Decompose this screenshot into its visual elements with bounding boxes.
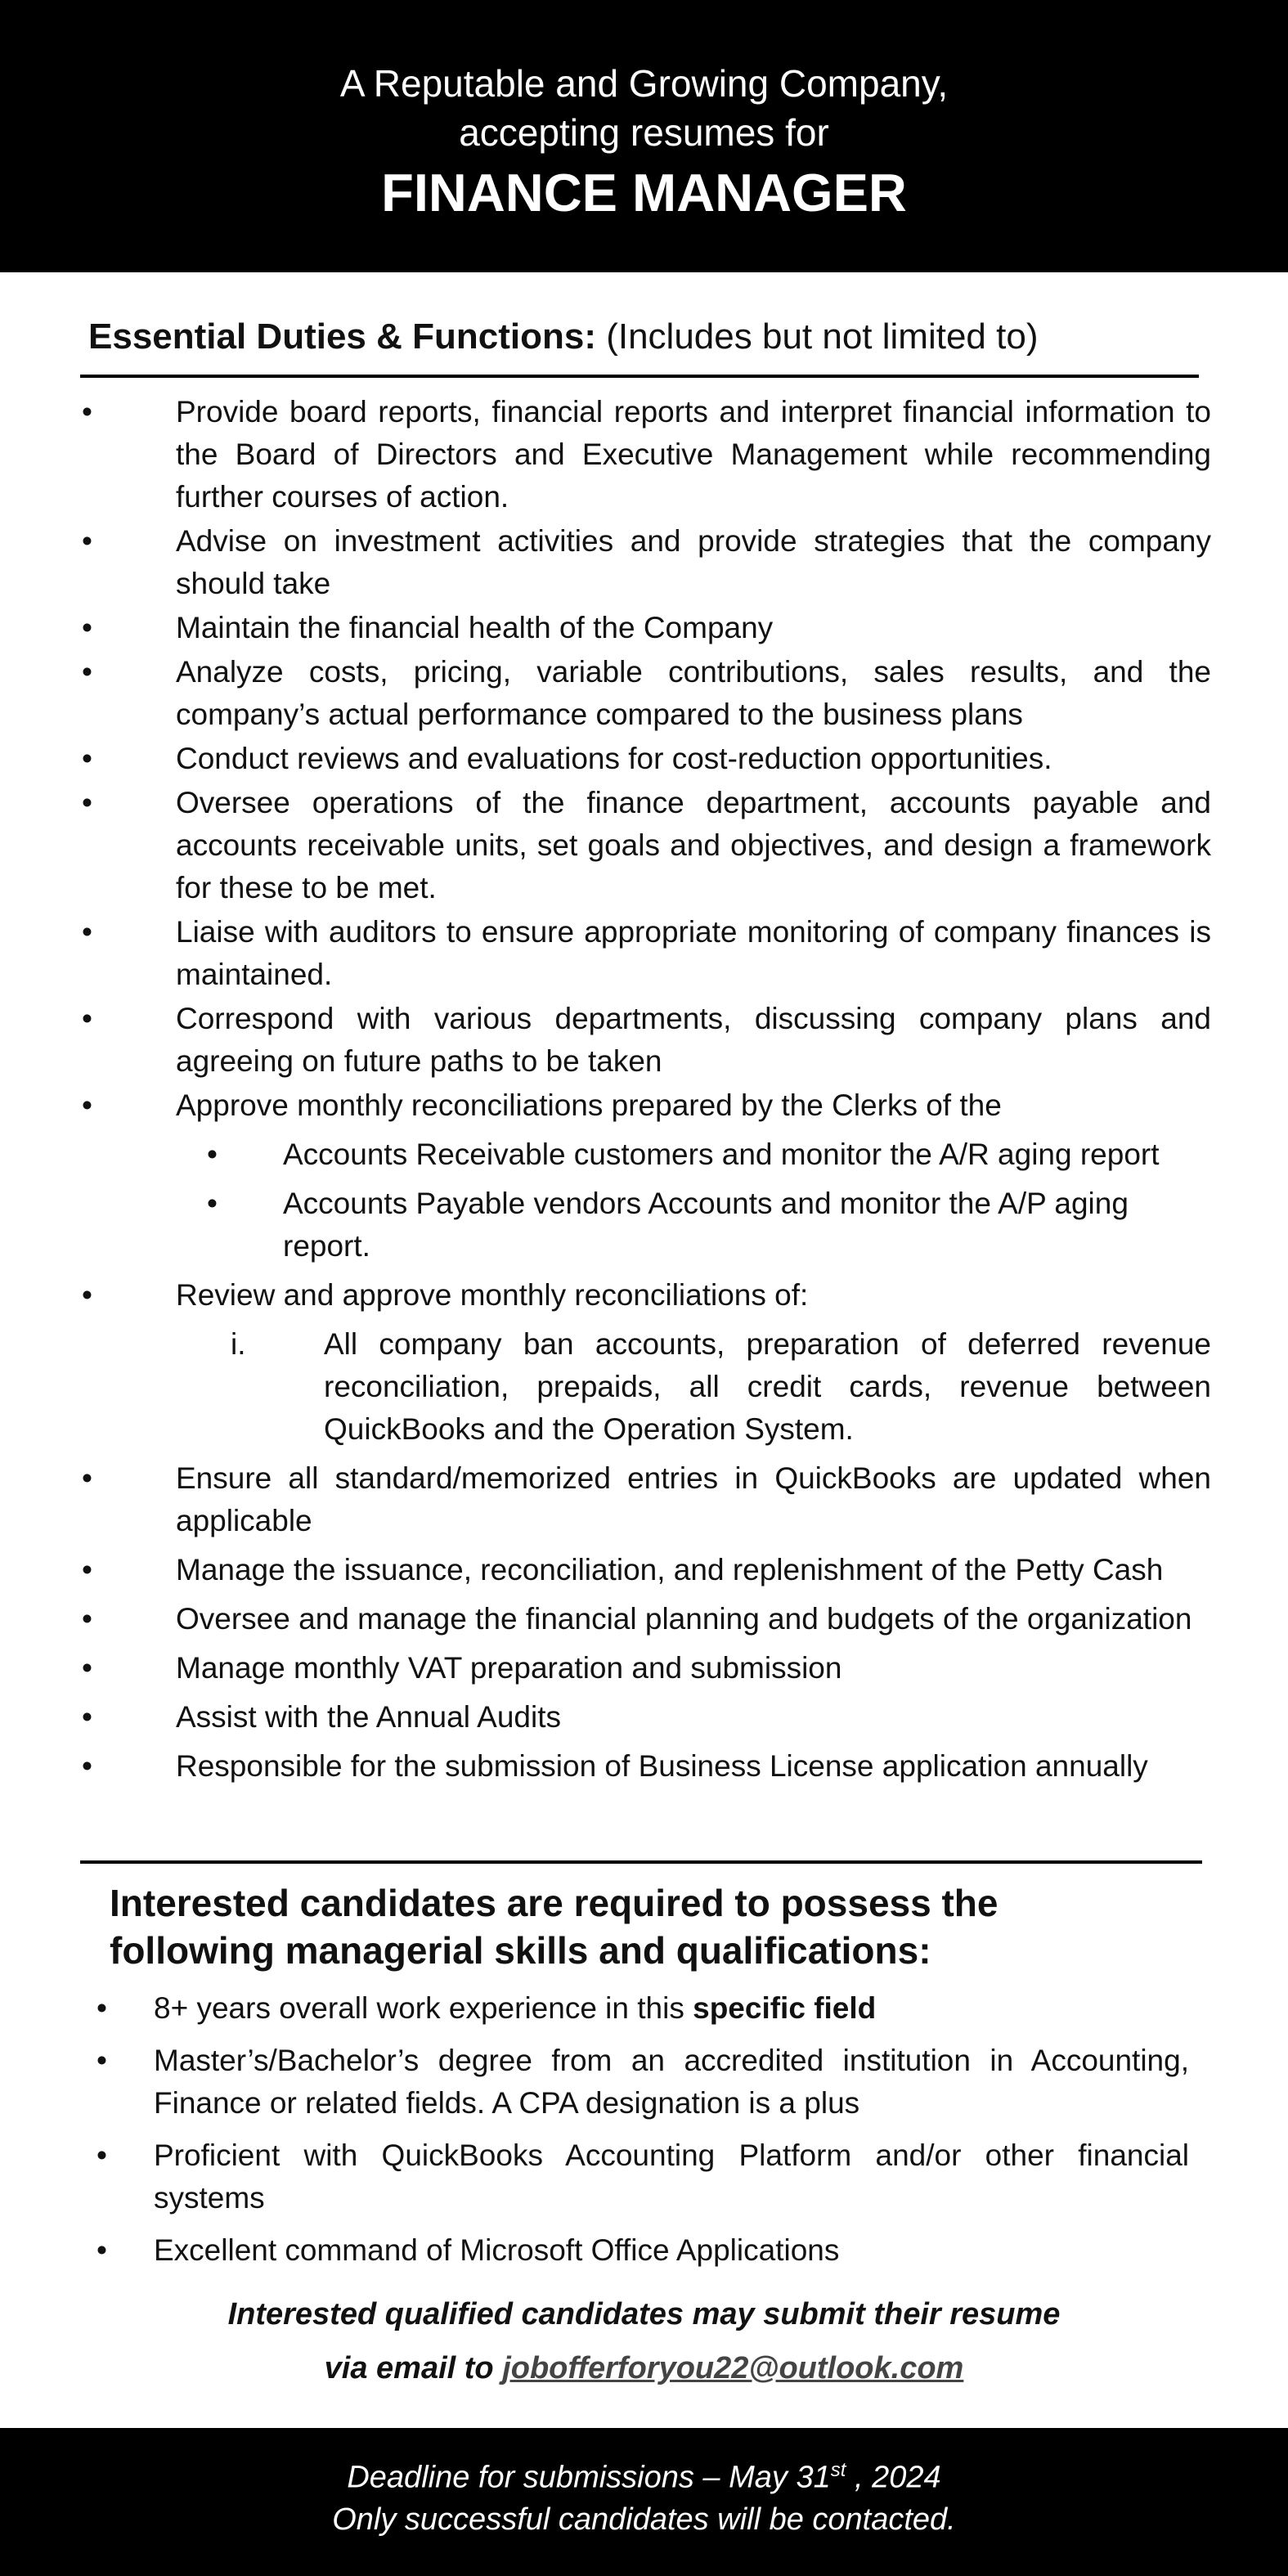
duty-item <box>0 651 1288 736</box>
qualification-item <box>0 2134 1288 2219</box>
duty-text: Liaise with auditors to ensure appropriate monitoring of company finances is maintained. <box>176 915 1211 991</box>
duty-item <box>0 1274 1288 1317</box>
bullet-icon: • <box>82 395 92 429</box>
bullet-icon: • <box>207 1138 218 1171</box>
duty-item <box>0 520 1288 605</box>
duty-item <box>0 1457 1288 1542</box>
duty-text: Conduct reviews and evaluations for cost-reduction opportunities. <box>176 742 1052 775</box>
duty-roman-item <box>0 1323 1288 1451</box>
duty-text: Review and approve monthly reconciliations of: <box>176 1278 809 1312</box>
duty-item <box>0 1549 1288 1591</box>
email-link[interactable]: jobofferforyou22@outlook.com <box>502 2351 964 2385</box>
duty-text: Oversee operations of the finance department, accounts payable and accounts receivable units, set goals and objectives, and design a framework for these to be met. <box>176 786 1211 904</box>
duties-heading <box>88 312 1038 361</box>
qualification-text-bold: specific field <box>693 1991 877 2025</box>
duty-item <box>0 1696 1288 1739</box>
duties-heading-note: (Includes but not limited to) <box>595 316 1039 357</box>
qualifications-list <box>0 1987 1288 2282</box>
bullet-icon: • <box>96 2233 107 2267</box>
duty-item <box>0 1647 1288 1690</box>
bullet-icon: • <box>82 1602 92 1636</box>
deadline <box>0 2446 1288 2502</box>
duty-text: Manage monthly VAT preparation and submission <box>176 1651 842 1685</box>
footer-banner <box>0 2428 1288 2576</box>
duty-sub-text: Accounts Payable vendors Accounts and monitor the A/P aging report. <box>283 1187 1129 1263</box>
cta-prefix: via email to <box>324 2351 503 2385</box>
qualification-text: Excellent command of Microsoft Office Applications <box>154 2233 840 2267</box>
qualifications-heading <box>110 1879 998 1974</box>
header-banner <box>0 0 1288 272</box>
duty-text: Maintain the financial health of the Company <box>176 611 774 644</box>
duty-item <box>0 782 1288 909</box>
bullet-icon: • <box>82 1700 92 1734</box>
duty-item <box>0 911 1288 996</box>
bullet-icon: • <box>82 655 92 689</box>
duty-sub-item <box>0 1183 1288 1268</box>
qualifications-divider <box>80 1860 1202 1864</box>
bullet-icon: • <box>82 1461 92 1495</box>
qualification-text: Master’s/Bachelor’s degree from an accredited institution in Accounting, Finance or related fields. A CPA designation is a plus <box>154 2044 1189 2120</box>
bullet-icon: • <box>82 524 92 558</box>
duty-text: Correspond with various departments, discussing company plans and agreeing on future paths to be taken <box>176 1002 1211 1078</box>
duty-text: Manage the issuance, reconciliation, and replenishment of the Petty Cash <box>176 1553 1164 1586</box>
duty-item <box>0 1084 1288 1127</box>
bullet-icon: • <box>82 1088 92 1122</box>
duty-item <box>0 607 1288 649</box>
qualification-text-plain: 8+ years overall work experience in this <box>154 1991 693 2025</box>
duty-text: Ensure all standard/memorized entries in QuickBooks are updated when applicable <box>176 1461 1211 1537</box>
bullet-icon: • <box>96 2044 107 2077</box>
duty-text: Assist with the Annual Audits <box>176 1700 561 1734</box>
bullet-icon: • <box>82 1002 92 1035</box>
duty-item <box>0 391 1288 518</box>
duty-text: Analyze costs, pricing, variable contributions, sales results, and the company’s actual performance compared to the business plans <box>176 655 1211 731</box>
contact-note: Only successful candidates will be contacted. <box>332 2502 956 2537</box>
bullet-icon: • <box>82 915 92 949</box>
duty-sub-item <box>0 1133 1288 1176</box>
header-line-1: A Reputable and Growing Company, <box>339 62 949 105</box>
qualification-item <box>0 2229 1288 2272</box>
bullet-icon: • <box>82 786 92 819</box>
header-line-2: accepting resumes for <box>459 111 829 154</box>
duty-sub-text: Accounts Receivable customers and monitor the A/R aging report <box>283 1138 1160 1171</box>
duty-text: Provide board reports, financial reports and interpret financial information to the Board of Directors and Executive Management while recommending further courses of action. <box>176 395 1211 514</box>
bullet-icon: • <box>82 1278 92 1312</box>
bullet-icon: • <box>96 1991 107 2025</box>
duty-item <box>0 1598 1288 1640</box>
duty-text: Approve monthly reconciliations prepared by the Clerks of the <box>176 1088 1002 1122</box>
qualification-text <box>154 1987 1189 2030</box>
qualification-item <box>0 2040 1288 2125</box>
bullet-icon: • <box>82 1553 92 1586</box>
roman-marker: i. <box>231 1327 246 1361</box>
duty-item <box>0 738 1288 780</box>
bullet-icon: • <box>82 611 92 644</box>
job-title: FINANCE MANAGER <box>381 163 907 222</box>
duty-roman-text: All company ban accounts, preparation of deferred revenue reconciliation, prepaids, all credit cards, revenue between QuickBooks and the Operation System. <box>324 1327 1211 1446</box>
cta-line-2 <box>0 2344 1288 2393</box>
duties-divider <box>80 375 1199 378</box>
qualifications-heading-line-1: Interested candidates are required to possess the <box>110 1882 999 1924</box>
qualifications-heading-line-2: following managerial skills and qualifications: <box>110 1929 931 1972</box>
duty-item <box>0 1745 1288 1788</box>
bullet-icon: • <box>96 2138 107 2172</box>
duty-text: Advise on investment activities and provide strategies that the company should take <box>176 524 1211 600</box>
duty-text: Oversee and manage the financial planning and budgets of the organization <box>176 1602 1192 1636</box>
duty-item <box>0 998 1288 1083</box>
qualification-text: Proficient with QuickBooks Accounting Platform and/or other financial systems <box>154 2138 1189 2215</box>
bullet-icon: • <box>207 1187 218 1220</box>
bullet-icon: • <box>82 1749 92 1783</box>
duty-text: Responsible for the submission of Business License application annually <box>176 1749 1148 1783</box>
duties-list <box>0 391 1288 1789</box>
deadline-prefix: Deadline for submissions – May 31 <box>347 2460 831 2495</box>
deadline-sup: st <box>830 2459 846 2481</box>
qualification-item <box>0 1987 1288 2030</box>
deadline-suffix: , 2024 <box>846 2460 941 2495</box>
cta-line-1: Interested qualified candidates may submit their resume <box>227 2297 1061 2331</box>
bullet-icon: • <box>82 742 92 775</box>
bullet-icon: • <box>82 1651 92 1685</box>
duties-heading-bold: Essential Duties & Functions: <box>88 316 596 357</box>
